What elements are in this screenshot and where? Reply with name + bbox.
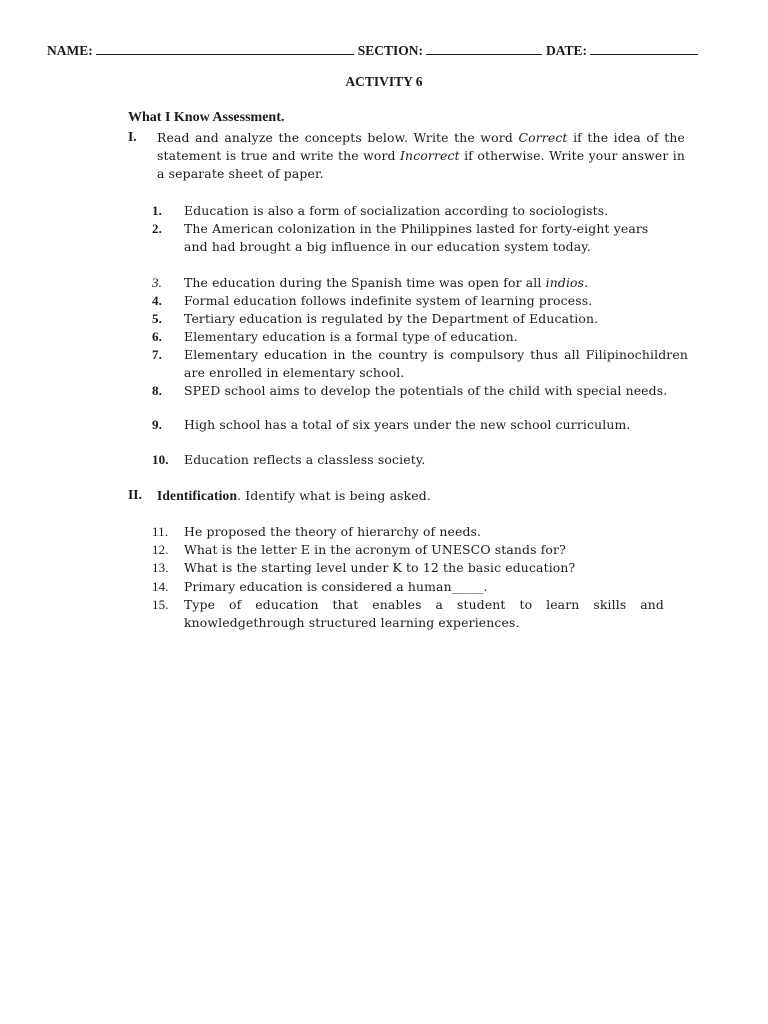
item-text: Formal education follows indefinite system of learning process. xyxy=(184,293,593,308)
item-text-part: . xyxy=(584,275,589,290)
item-text: High school has a total of six years under the new school curriculum. xyxy=(184,417,631,432)
part-two-numeral: II. xyxy=(128,487,142,502)
item-text: Tertiary education is regulated by the Department of Education. xyxy=(184,311,599,326)
item-number: 10. xyxy=(152,452,169,467)
item-number: 5. xyxy=(152,311,163,326)
intro-emphasis-correct: Correct xyxy=(518,130,568,145)
item-number: 14. xyxy=(152,579,169,594)
item-text: Elementary education is a formal type of education. xyxy=(184,329,518,344)
item-number: 9. xyxy=(152,417,163,432)
part-one-instructions xyxy=(157,129,685,183)
item-number: 3. xyxy=(152,275,163,290)
identification-instruction: . Identify what is being asked. xyxy=(237,488,431,503)
activity-title: ACTIVITY 6 xyxy=(345,74,423,89)
student-info-header xyxy=(47,43,727,59)
name-label: NAME: xyxy=(47,43,93,58)
item-text: Elementary education in the country is compulsory thus all Filipinochildren are enrolled in elementary school. xyxy=(184,347,688,380)
item-text-part: The education during the Spanish time was open for all xyxy=(184,275,546,290)
section-label: SECTION: xyxy=(357,43,424,58)
assessment-title: What I Know Assessment. xyxy=(128,110,285,125)
item-number: 6. xyxy=(152,329,163,344)
section-blank xyxy=(426,43,542,55)
date-label: DATE: xyxy=(546,43,588,58)
item-text: Education reflects a classless society. xyxy=(184,452,426,467)
item-number: 4. xyxy=(152,293,163,308)
part-one-numeral: I. xyxy=(128,129,137,144)
item-number: 8. xyxy=(152,383,163,398)
item-number: 2. xyxy=(152,221,163,236)
item-text: Primary education is considered a human_____. xyxy=(184,579,488,594)
item-number: 13. xyxy=(152,560,169,575)
item-text: What is the letter E in the acronym of UNESCO stands for? xyxy=(184,542,566,557)
item-number: 12. xyxy=(152,542,169,557)
item-number: 1. xyxy=(152,203,163,218)
item-text: What is the starting level under K to 12 the basic education? xyxy=(184,560,576,575)
intro-text: Read and analyze the concepts below. Write the word xyxy=(157,130,519,145)
identification-label: Identification xyxy=(157,488,238,503)
date-blank xyxy=(590,43,698,55)
item-number: 7. xyxy=(152,347,163,362)
item-text: The American colonization in the Philippines lasted for forty-eight years and had brought a big influence in our education system today. xyxy=(184,221,649,254)
intro-text: if the idea of the statement is true and write the word xyxy=(157,130,686,163)
item-text: Education is also a form of socialization according to sociologists. xyxy=(184,203,609,218)
item-number: 15. xyxy=(152,597,169,612)
part-two-instructions xyxy=(157,487,697,505)
name-blank xyxy=(96,43,354,55)
item-number: 11. xyxy=(152,524,169,539)
intro-emphasis-incorrect: Incorrect xyxy=(400,148,460,163)
item-text: SPED school aims to develop the potentials of the child with special needs. xyxy=(184,383,668,398)
intro-text: if otherwise. Write your answer in a separate sheet of paper. xyxy=(157,148,685,181)
item-emphasis: indios xyxy=(545,275,585,290)
item-text xyxy=(184,274,708,292)
item-text: Type of education that enables a student to learn skills and knowledgethrough structured learning experiences. xyxy=(184,597,664,630)
item-text: He proposed the theory of hierarchy of needs. xyxy=(184,524,482,539)
